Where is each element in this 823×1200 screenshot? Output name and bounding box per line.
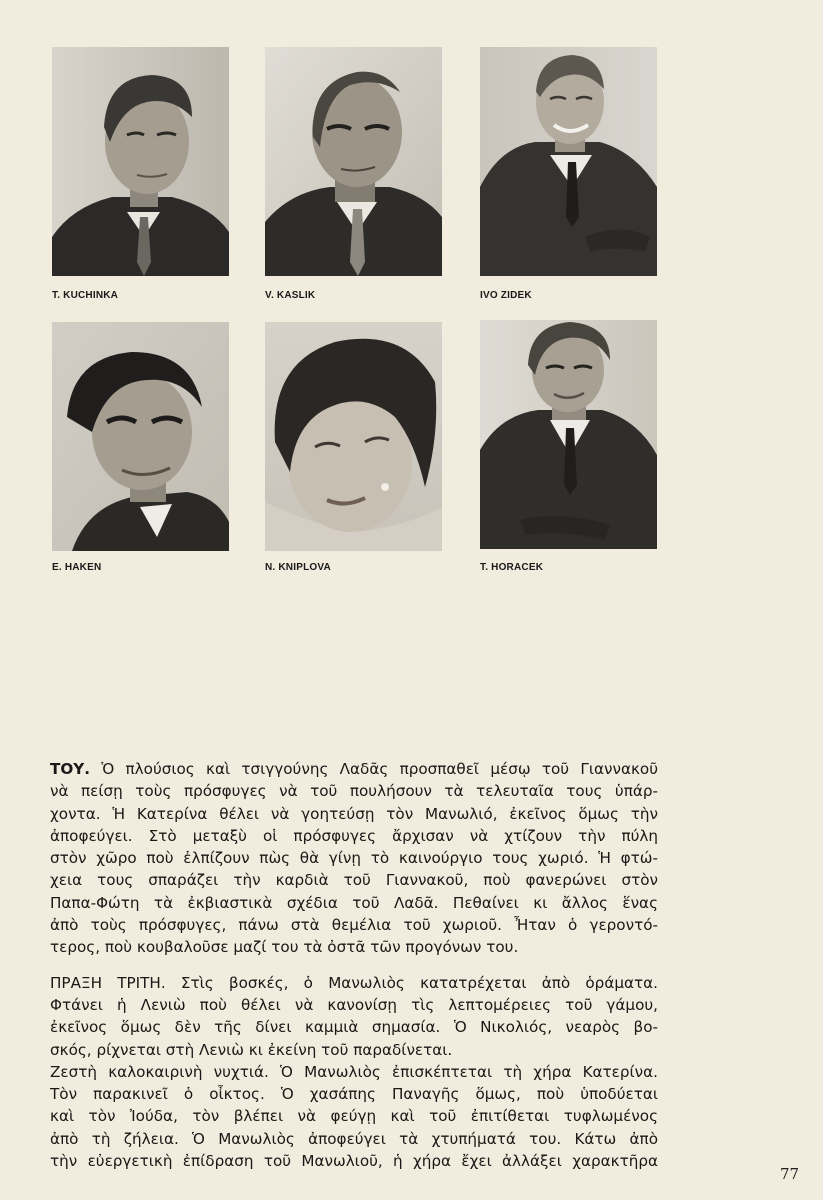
paragraph-summer-night <box>50 1061 658 1172</box>
photo-caption: T. HORACEK <box>480 562 544 573</box>
synopsis-text <box>50 758 658 1172</box>
portrait-photo-horacek <box>480 320 657 549</box>
text-line: ΤΟΥ. Ὁ πλούσιος καὶ τσιγγούνης Λαδᾶς προσπαθεῖ μέσῳ τοῦ Γιαννακοῦ <box>50 760 658 778</box>
paragraph-act-two-continued <box>50 758 658 959</box>
text-line: ΠΡΑΞΗ ΤΡΙΤΗ. Στὶς βοσκές, ὁ Μανωλιὸς κατατρέχεται ἀπὸ ὁράματα. <box>50 973 658 992</box>
portrait-photo-kniplova <box>265 322 442 551</box>
section-lead: ΤΟΥ. <box>50 760 91 778</box>
text-line: Τὸν παρακινεῖ ὁ οἶκτος. Ὁ χασάπης Παναγῆς ὅμως, ποὺ ὑποδύεται <box>50 1085 658 1104</box>
photo-caption: V. KASLIK <box>265 290 316 301</box>
photo-caption: T. KUCHINKA <box>52 290 119 301</box>
portrait-photo-kuchinka <box>52 47 229 276</box>
text-line: σκός, ρίχνεται στὴ Λενιὼ κι ἐκείνη τοῦ παραδίνεται. <box>50 1040 453 1059</box>
text-line: χεια τους σπαράζει τὴν καρδιὰ τοῦ Γιαννακοῦ, ποὺ φανερώνει στὸν <box>50 871 658 890</box>
text-line: νὰ πείσῃ τοὺς πρόσφυγες νὰ τοῦ πουλήσουν τὰ τελευταῖα τους ὑπάρ- <box>50 782 658 801</box>
text-line: τερος, ποὺ κουβαλοῦσε μαζί του τὰ ὀστᾶ τῶν προγόνων του. <box>50 938 519 957</box>
portrait-photo-zidek <box>480 47 657 276</box>
photo-caption: E. HAKEN <box>52 562 102 573</box>
text-line: Φτάνει ἡ Λενιὼ ποὺ θέλει νὰ κανονίσῃ τὶς λεπτομέρειες τοῦ γάμου, <box>50 995 658 1014</box>
portrait-photo-kaslik <box>265 47 442 276</box>
text-line: Παπα-Φώτη τὰ ἐκβιαστικὰ σχέδια τοῦ Λαδᾶ. Πεθαίνει κι ἄλλος ἕνας <box>50 893 658 912</box>
photo-caption: N. KNIPLOVA <box>265 562 331 573</box>
text-line: χοντα. Ἡ Κατερίνα θέλει νὰ γοητεύσῃ τὸν Μανωλιό, ἐκεῖνος ὅμως τὴν <box>50 804 658 823</box>
text-line: στὸν χῶρο ποὺ ἐλπίζουν πὼς θὰ γίνῃ τὸ καινούργιο τους χωριό. Ἡ φτώ- <box>50 849 658 868</box>
portrait-photo-haken <box>52 322 229 551</box>
text-line: ἀποφεύγει. Στὸ μεταξὺ οἱ πρόσφυγες ἄρχισαν νὰ χτίζουν τὴν πύλη <box>50 826 658 845</box>
text-line: ἀπὸ τοὺς πρόσφυγες, πάνω στὰ θεμέλια τοῦ χωριοῦ. Ἦταν ὁ γεροντό- <box>50 916 658 935</box>
text-line: καὶ τὸν Ἰούδα, τὸν βλέπει νὰ φεύγῃ καὶ τοῦ ἐπιτίθεται τυφλωμένος <box>50 1107 658 1126</box>
paragraph-act-three <box>50 972 658 1061</box>
page-number: 77 <box>780 1165 800 1183</box>
text-line: τὴν εὐεργετικὴ ἐπίδραση τοῦ Μανωλιοῦ, ἡ χήρα ἔχει ἀλλάξει χαρακτῆρα <box>50 1152 658 1171</box>
text-line: ἐκεῖνος ὅμως δὲν τῆς δίνει καμμιὰ σημασία. Ὁ Νικολιός, νεαρὸς βο- <box>50 1018 658 1037</box>
text-line: Ζεστὴ καλοκαιρινὴ νυχτιά. Ὁ Μανωλιὸς ἐπισκέπτεται τὴ χήρα Κατερίνα. <box>50 1062 658 1081</box>
photo-caption: IVO ZIDEK <box>480 290 532 301</box>
text-line: ἀπὸ τὴ ζήλεια. Ὁ Μανωλιὸς ἀποφεύγει τὰ χτυπήματά του. Κάτω ἀπὸ <box>50 1129 658 1148</box>
